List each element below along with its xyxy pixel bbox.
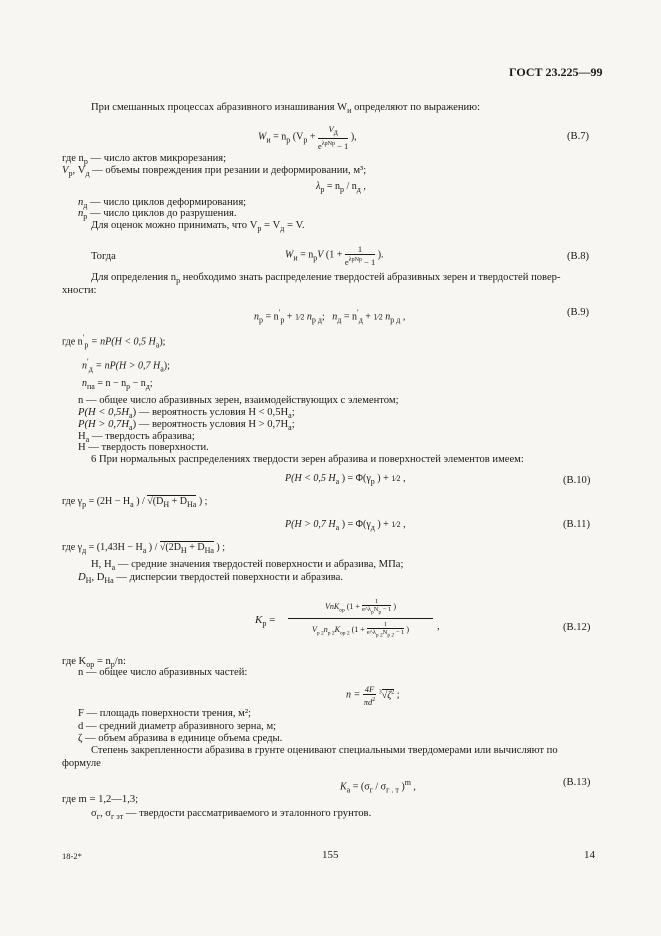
text-line: $D_H$, $D_{Hа}$ — дисперсии твердостей поверхности и абразива. xyxy=(78,572,344,586)
equation-b13: $K_а = (\sigma_г / \sigma_{г . т}$ )$^m$ , xyxy=(340,778,416,795)
equation-number: (В.11) xyxy=(563,519,590,530)
equation-number: (В.12) xyxy=(563,622,591,633)
equation-number: (В.10) xyxy=(563,475,591,486)
text-line: Тогда xyxy=(91,251,116,262)
text-line: $P(H > 0,7H_а)$ — вероятность условия $H > 0,7H_а$; xyxy=(78,419,295,433)
text-line: Для определения $n_р$ необходимо знать распределение твердостей абразивных зерен и твердостей повер- xyxy=(91,272,561,286)
equation-n: n = $\frac{4F}{\pi d^2}$ $^3√\zeta^2$ ; xyxy=(346,684,400,707)
equation-b10: P(H < 0,5 $H_а$ ) = $\Phi(\gamma_р$ ) + 1⁄2 , xyxy=(285,473,406,486)
text-line: F — площадь поверхности трения, м²; xyxy=(78,708,251,719)
equation-b8: $W_и = n_рV$ (1 + 1 $e^{\lambda рNр} - 1$ ). xyxy=(285,244,384,267)
text-line: $n_д$ — число циклов деформирования; xyxy=(78,197,247,211)
equation-number: (В.8) xyxy=(567,251,590,262)
text-line: $P(H < 0,5H_а)$ — вероятность условия $H < 0,5H_а$; xyxy=(78,407,295,421)
text-line: $\sigma_г$, $\sigma_{г эт}$ — твердости рассматриваемого и эталонного грунтов. xyxy=(91,808,372,822)
text-line: d — средний диаметр абразивного зерна, м; xyxy=(78,721,277,732)
text-line: $n_р$ — число циклов до разрушения. xyxy=(78,208,237,222)
text-line: Степень закрепленности абразива в грунте оценивают специальными твердомерами или вычисляют по xyxy=(91,745,558,756)
text-line: формуле xyxy=(62,758,101,769)
footer-page-number: 155 xyxy=(322,849,339,861)
text-line: Для оценок можно принимать, что $V_р = V_д = V$. xyxy=(91,220,305,234)
text-line: где $K_{ор} = n_р/n$: xyxy=(62,656,126,670)
text-line: H, $H_а$ — средние значения твердостей поверхности и абразива, МПа; xyxy=(91,559,404,573)
equation-np-prime: где $n'_р = nP(H < 0,5$ $H_а$); xyxy=(62,333,166,350)
equation-npa: $n_{па} = n - n_р - n_д$; xyxy=(82,378,153,391)
text-line: хности: xyxy=(62,285,97,296)
equation-gamma-p: где $\gamma_р = (2H - H_а$ ) / $√(D_H + D_{Hа}$ ) ; xyxy=(62,496,208,509)
footer-left: 18-2* xyxy=(62,851,82,861)
text-line: $V_р$, $V_д$ — объемы повреждения при резании и деформировании, м³; xyxy=(62,165,367,179)
equation-nd-prime: $n'_д = nP(H > 0,7$ $H_а$); xyxy=(82,357,170,374)
text-line: где $n_р$ — число актов микрорезания; xyxy=(62,153,227,167)
equation-lambda: $\lambda_р = n_р / n_д$ , xyxy=(316,181,366,194)
equation-number: (В.13) xyxy=(563,777,591,788)
standard-header: ГОСТ 23.225—99 xyxy=(509,65,603,79)
text-line: где m = 1,2—1,3; xyxy=(62,794,139,805)
equation-number: (В.9) xyxy=(567,307,590,318)
footer-right: 14 xyxy=(584,849,595,861)
document-page: ГОСТ 23.225—99 При смешанных процессах абразивного изнашивания $W_и$ определяют по выражению: $W_и = n_р$ ($V_р$ + $V_д$ $e^{\lambda рNр} - 1$ ), (В.7) где $n_р$ — число актов микрорезания; $V_р$, $V_д$ — объемы повреждения при резании и деформировании, м³; $\lambda_р = n_р / n_д$ , $n_д$ — число циклов деформирования; $n_р$ — число циклов до разрушения. Для оценок можно принимать, что $V_р = V_д = V$. Тогда $W_и = n_рV$ (1 + 1 $e^{\lambda рNр} - 1$ ). (В.8) Для определения $n_р$ необходимо знать распределение твердостей абразивных зерен и твердостей повер- хности: $n_р = n'_р$ + 1⁄2 $n_{р д}$; $n_д = n'_д$ + 1⁄2 $n_{р д}$ , (В.9) где $n'_р = nP(H < 0,5$ $H_а$); $n'_д = nP(H > 0,7$ $H_а$); $n_{па} = n - n_р - n_д$; n — общее число абразивных зерен, взаимодействующих с элементом; $P(H < 0,5H_а)$ — вероятность условия $H < 0,5H_а$; $P(H > 0,7H_а)$ — вероятность условия $H > 0,7H_а$; $H_а$ — твердость абразива; H — твердость поверхности. 6 При нормальных распределениях твердости зерен абразива и поверхностей элементов имеем: P(H < 0,5 $H_а$ ) = $\Phi(\gamma_р$ ) + 1⁄2 , (В.10) где $\gamma_р = (2H - H_а$ ) / $√(D_H + D_{Hа}$ ) ; P(H > 0,7 $H_а$ ) = $\Phi(\gamma_д$ ) + 1⁄2 , (В.11) где $\gamma_д = (1,43H - H_а$ ) / $√(2D_H + D_{Hа}$ ) ; H, $H_а$ — средние значения твердостей поверхности и абразива, МПа; $D_H$, $D_{Hа}$ — дисперсии твердостей поверхности и абразива. $K_р$ = VnK$_{ор}$ (1 + 1 $e\^{}\lambda_рN_р - 1$ ) $V_{р 2}n_{р 2}K_{ор 2}$ (1 + 1 $e\^{}\lambda_{р 2}N_{р 2} - 1$ ) , (В.12) где $K_{ор} = n_р/n$: n — общее число абразивных частей: n = $\frac{4F}{\pi d^2}$ $^3√\zeta^2$ ; F — площадь поверхности трения, м²; d — средний диаметр абразивного зерна, м; ζ — объем абразива в единице объема среды. Степень закрепленности абразива в грунте оценивают специальными твердомерами или вычисляют по формуле $K_а = (\sigma_г / \sigma_{г . т}$ )$^m$ , (В.13) где m = 1,2—1,3; $\sigma_г$, $\sigma_{г эт}$ — твердости рассматриваемого и эталонного грунтов. 18-2* 155 14 xyxy=(62,65,603,861)
text-line: n — общее число абразивных зерен, взаимодействующих с элементом; xyxy=(78,395,399,406)
text-line: 6 При нормальных распределениях твердости зерен абразива и поверхностей элементов имеем: xyxy=(91,454,524,465)
text-line: n — общее число абразивных частей: xyxy=(78,667,248,678)
text-line: H — твердость поверхности. xyxy=(78,442,209,453)
equation-b9: $n_р = n'_р$ + 1⁄2 $n_{р д}$; $n_д = n'_д$ + 1⁄2 $n_{р д}$ , xyxy=(254,308,406,325)
equation-gamma-d: где $\gamma_д = (1,43H - H_а$ ) / $√(2D_H + D_{Hа}$ ) ; xyxy=(62,542,226,555)
equation-b11: P(H > 0,7 $H_а$ ) = $\Phi(\gamma_д$ ) + 1⁄2 , xyxy=(285,519,406,532)
equation-b7: $W_и = n_р$ ($V_р$ + $V_д$ $e^{\lambda рNр} - 1$ ), xyxy=(258,124,357,151)
text-line: ζ — объем абразива в единице объема среды. xyxy=(78,733,283,744)
text-line: При смешанных процессах абразивного изнашивания $W_и$ определяют по выражению: xyxy=(91,102,481,116)
equation-number: (В.7) xyxy=(567,131,590,142)
text-line: $H_а$ — твердость абразива; xyxy=(78,431,195,445)
